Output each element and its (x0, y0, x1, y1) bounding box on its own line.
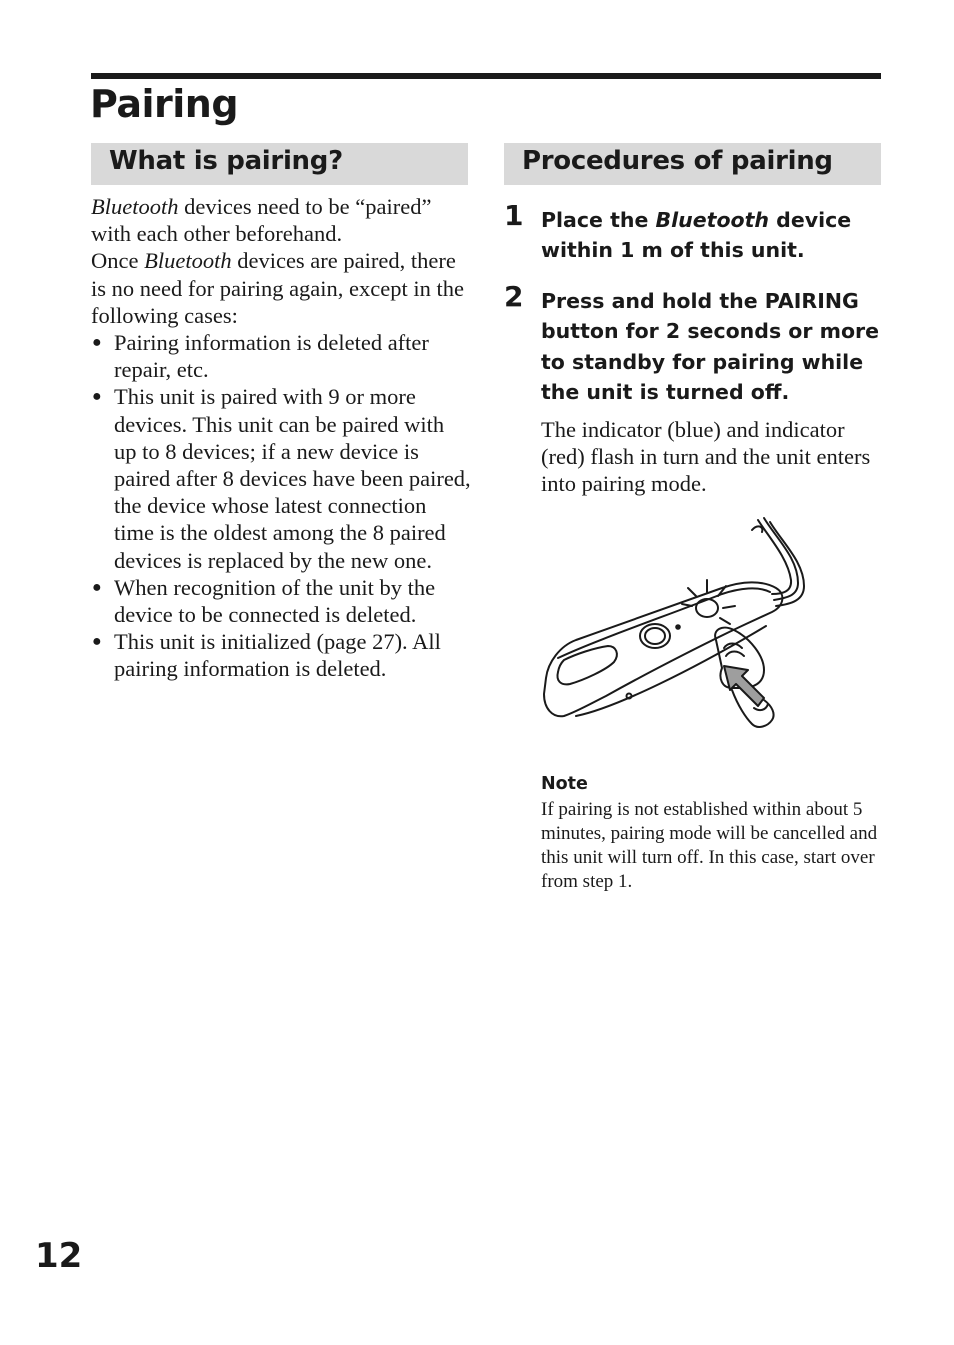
intro-italic-term: Bluetooth (144, 248, 232, 274)
list-item-text: This unit is initialized (page 27). All pairing information is deleted. (114, 629, 441, 682)
what-is-pairing-body (91, 193, 471, 683)
page-number: 12 (35, 1236, 83, 1276)
section-heading-procedures (504, 143, 881, 185)
step-2-description: The indicator (blue) and indicator (red) flash in turn and the unit enters into pairing mode. (541, 417, 871, 497)
note-title: Note (541, 774, 588, 794)
list-item (91, 329, 471, 383)
bullet-icon: ● (92, 578, 102, 596)
step-instruction (541, 205, 886, 266)
section-heading-what-is-pairing (91, 143, 468, 185)
list-item (91, 383, 471, 573)
list-item-text: When recognition of the unit by the device to be connected is deleted. (114, 574, 436, 628)
intro-text: devices are paired, there is no need for pairing again, except in the following cases: (91, 248, 464, 328)
intro-paragraph-2 (91, 247, 471, 329)
page-title: Pairing (90, 82, 239, 126)
step-text-after: device within 1 m of this unit. (541, 208, 852, 263)
section-heading-label: What is pairing? (109, 146, 343, 176)
bullet-icon: ● (92, 633, 102, 651)
section-heading-label: Procedures of pairing (522, 146, 833, 176)
cases-list (91, 329, 471, 683)
bullet-icon: ● (92, 388, 102, 406)
note-text: If pairing is not established within about 5 minutes, pairing mode will be cancelled and this unit will turn off. In this case, start over from step 1. (541, 799, 878, 892)
press-arrow-icon (724, 666, 764, 706)
intro-italic-term: Bluetooth (91, 194, 179, 219)
list-item-text: Pairing information is deleted after repair, etc. (114, 330, 429, 383)
list-item-text: This unit is paired with 9 or more devices. This unit can be paired with up to 8 devices; if a new device is paired after 8 devices have been paired, the device whose latest connection time is the oldest among the 8 paired devices is replaced by the new one. (114, 384, 471, 573)
step-instruction: Press and hold the PAIRING button for 2 seconds or more to standby for pairing while the unit is turned off. (541, 289, 880, 404)
bullet-icon: ● (92, 334, 102, 352)
step-number: 1 (504, 199, 524, 232)
headset-illustration (536, 508, 816, 748)
intro-text-before: Once (91, 248, 145, 274)
step-text-before: Place the (541, 208, 656, 232)
intro-text: devices need to be “paired” with each other beforehand. (91, 194, 432, 247)
top-rule (91, 73, 881, 79)
step-number: 2 (504, 280, 524, 313)
list-item (91, 574, 471, 628)
step-italic-term: Bluetooth (655, 208, 770, 232)
intro-paragraph-1 (91, 193, 471, 247)
list-item (91, 628, 471, 682)
